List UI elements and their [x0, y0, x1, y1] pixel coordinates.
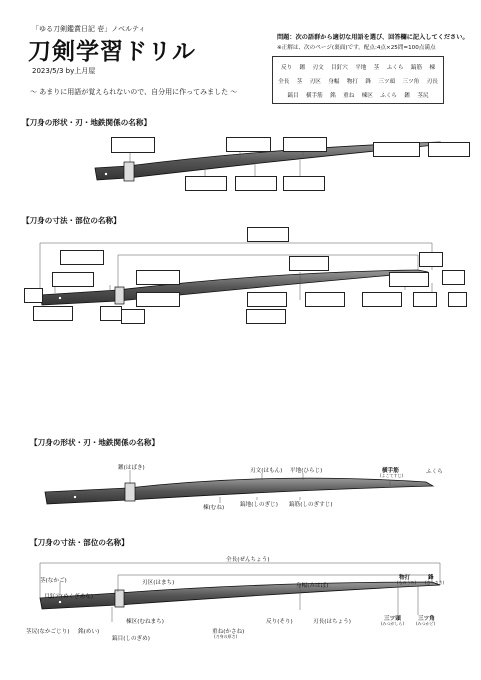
word-bank-row: 反り 鎺 刃文 目釘穴 平地 茎 ふくら 鎬筋 棟 [280, 65, 436, 71]
answer-box[interactable] [283, 137, 327, 152]
sword-3 [45, 478, 433, 504]
label-mekugiana: 目釘穴(めくぎあな) [44, 594, 94, 600]
answer-box[interactable] [419, 252, 443, 267]
label-mitsugashira-kana: (みつがしら) [381, 621, 405, 626]
problem-statement: 問題：次の語群から適切な用語を選び、回答欄に記入してください。 [277, 34, 469, 41]
word-bank-row: 鎬目 横手筋 銘 重ね 棟区 ふくら 鎺 茎尻 [287, 93, 429, 99]
label-monouchi: 物打 [399, 575, 411, 581]
answer-box[interactable] [283, 176, 325, 191]
answer-box[interactable] [235, 176, 277, 191]
label-yokote: 横手筋 [382, 468, 399, 474]
answer-box[interactable] [289, 256, 329, 271]
answer-box[interactable] [247, 292, 287, 307]
answer-box[interactable] [389, 272, 429, 287]
answer-box[interactable] [448, 292, 467, 307]
answer-note: ※正解は、次のページ(裏面)です。配点:4点×25問=100点満点 [277, 45, 436, 51]
label-kissaki: 鋒 [428, 575, 434, 581]
label-hacho: 刃長(はちょう) [313, 619, 351, 625]
label-mitsugashira: 三ツ頭 [384, 616, 401, 622]
label-fukura: ふくら [426, 469, 443, 475]
answer-box[interactable] [246, 309, 286, 324]
answer-box[interactable] [60, 250, 104, 265]
label-habaki: 鎺(はばき) [118, 465, 145, 471]
section-title-shape: 【刀身の形状・刃・地鉄関係の名称】 [22, 118, 152, 127]
label-hamachi: 刃区(はまち) [142, 580, 175, 586]
label-mitsukado-kana: (みつかど) [416, 621, 436, 626]
sword-4 [40, 582, 440, 609]
label-mitsukado: 三ツ角 [418, 616, 435, 622]
page-title: 刀剣学習ドリル [28, 39, 196, 65]
answer-box[interactable] [442, 270, 465, 285]
answer-box[interactable] [185, 176, 227, 191]
label-shinogisuji: 鎬筋(しのぎすじ) [289, 502, 333, 508]
label-hamon: 刃文(はもん) [250, 468, 283, 474]
answer-box[interactable] [52, 272, 94, 287]
label-mihaba: 身幅(みはば) [296, 583, 329, 589]
label-nakago: 茎(なかご) [40, 578, 67, 584]
label-kasane-note: (刀身の厚さ) [214, 634, 238, 639]
label-shinogime: 鎬目(しのぎめ) [112, 636, 150, 642]
answer-box[interactable] [373, 142, 420, 157]
answer-box[interactable] [111, 137, 155, 153]
answer-box[interactable] [413, 292, 437, 307]
label-nakagojiri: 茎尻(なかごじり) [26, 629, 70, 635]
answer-box[interactable] [136, 270, 180, 285]
label-mei: 銘(めい) [78, 629, 100, 635]
section-title-parts-answers: 【刀身の寸法・部位の名称】 [30, 538, 129, 547]
subtitle: 「ゆる刀剣鑑賞日記 壱」ノベルティ [32, 25, 146, 33]
answer-box[interactable] [33, 306, 73, 321]
answer-box[interactable] [428, 142, 470, 157]
answer-box[interactable] [121, 309, 145, 324]
answer-box[interactable] [362, 292, 402, 307]
label-shinogiji: 鎬地(しのぎじ) [240, 502, 278, 508]
label-sori: 反り(そり) [266, 619, 293, 625]
label-kissaki-kana: (きっさき) [425, 580, 445, 585]
section-title-shape-answers: 【刀身の形状・刃・地鉄関係の名称】 [30, 438, 160, 447]
label-zencho: 全長(ぜんちょう) [226, 557, 270, 563]
label-munemachi: 棟区(むねまち) [126, 619, 164, 625]
date-author: 2023/5/3 by上月屋 [32, 67, 96, 75]
intro-note: ～ あまりに用語が覚えられないので、自分用に作ってみました ～ [30, 88, 238, 96]
answer-box[interactable] [305, 292, 345, 307]
word-bank-row: 全長 茎 刃区 身幅 物打 鋒 三ツ頭 三ツ角 刃長 [278, 79, 438, 85]
answer-box[interactable] [247, 227, 289, 242]
answer-box[interactable] [100, 306, 122, 321]
answer-box[interactable] [24, 288, 43, 303]
section-title-parts: 【刀身の寸法・部位の名称】 [22, 216, 121, 225]
label-yokote-kana: (よこてすじ) [380, 473, 404, 478]
label-monouchi-kana: (ものうち) [397, 580, 417, 585]
label-mune: 棟(むね) [203, 505, 225, 511]
label-hiraji: 平地(ひらじ) [290, 468, 323, 474]
answer-box[interactable] [136, 292, 180, 307]
label-kasane: 重ね(かさね) [212, 629, 245, 635]
answer-box[interactable] [226, 137, 271, 152]
